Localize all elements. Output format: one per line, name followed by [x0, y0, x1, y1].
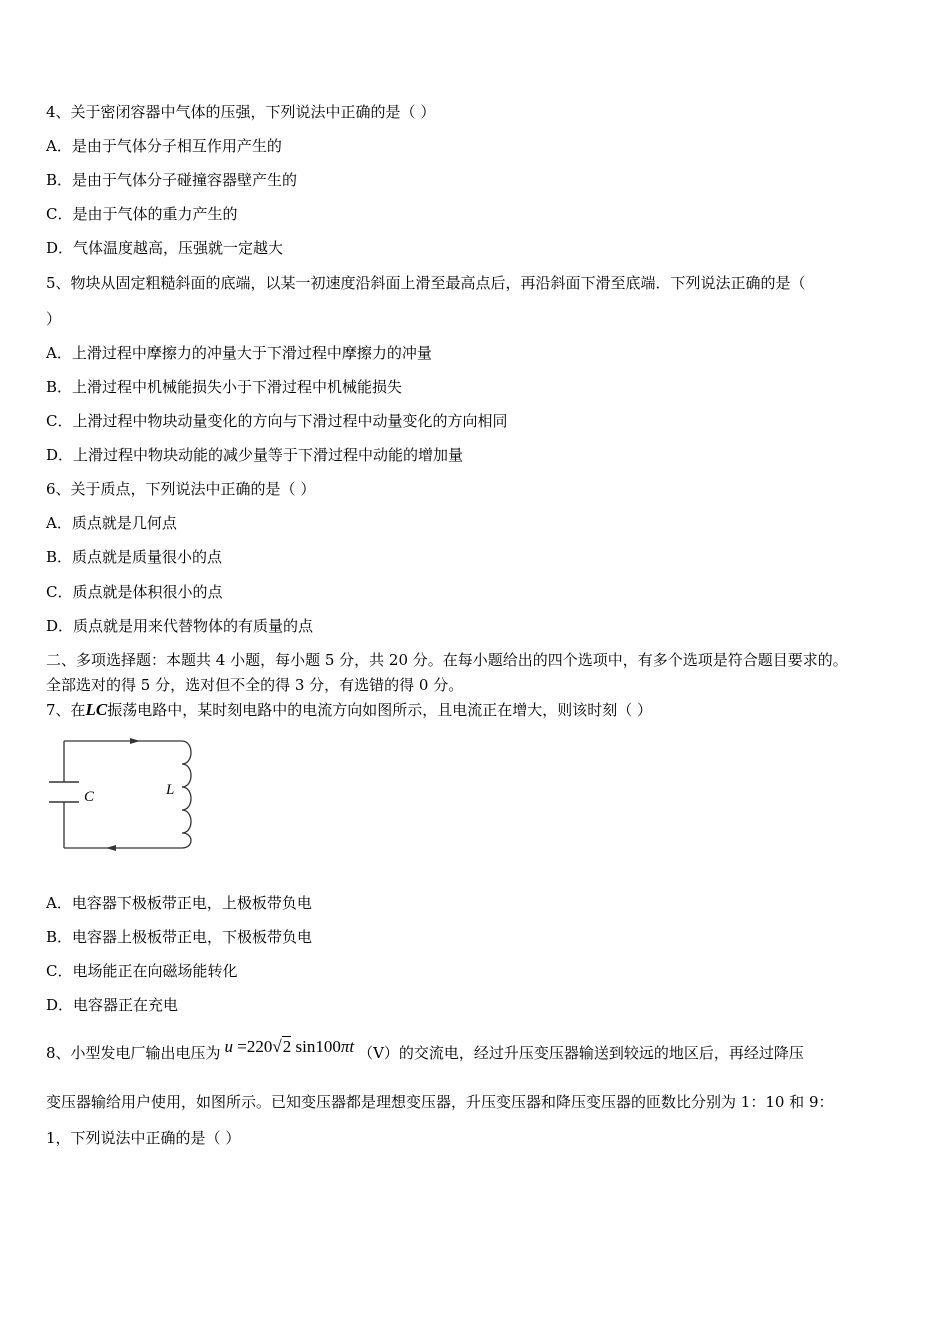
q8-stem-prefix: 8、小型发电厂输出电压为 — [46, 1044, 221, 1062]
formula-lhs: u — [224, 1037, 234, 1056]
q7-option-d: D．电容器正在充电 — [46, 996, 179, 1014]
q5-option-a: A．上滑过程中摩擦力的冲量大于下滑过程中摩擦力的冲量 — [46, 344, 432, 362]
q4-option-a: A．是由于气体分子相互作用产生的 — [46, 137, 282, 155]
q7-stem-lc: LC — [85, 700, 108, 719]
q8-stem-line1 — [46, 1037, 804, 1063]
inductor-label: L — [166, 782, 175, 798]
capacitor-label: C — [84, 789, 95, 805]
q7-stem-prefix: 7、在 — [46, 701, 86, 719]
q7-option-a: A．电容器下极板带正电，上极板带负电 — [46, 894, 312, 912]
section-2-line2: 全部选对的得 5 分，选对但不全的得 3 分，有选错的得 0 分。 — [46, 676, 464, 694]
q7-option-b: B．电容器上极板带正电，下极板带负电 — [46, 928, 313, 946]
q8-stem-line2: 变压器输给用户使用，如图所示。已知变压器都是理想变压器，升压变压器和降压变压器的匝数比分别为 1：10 和 9： — [46, 1093, 834, 1111]
section-2-line1: 二、多项选择题：本题共 4 小题，每小题 5 分，共 20 分。在每小题给出的四个选项中，有多个选项是符合题目要求的。 — [46, 651, 848, 669]
current-arrow-bottom — [106, 845, 116, 851]
q6-option-a: A．质点就是几何点 — [46, 514, 177, 532]
formula-root: 2 — [282, 1037, 292, 1056]
q5-stem-line2: ） — [46, 310, 62, 328]
q8-stem-line3: 1，下列说法中正确的是（ ） — [46, 1129, 241, 1147]
inductor-coil — [179, 741, 191, 848]
formula-eq: =220 — [237, 1037, 273, 1056]
current-arrow-top — [130, 738, 140, 744]
q6-option-d: D．质点就是用来代替物体的有质量的点 — [46, 617, 314, 635]
formula-func: sin100 — [295, 1037, 341, 1056]
q7-stem — [46, 700, 652, 720]
q6-stem: 6、关于质点，下列说法中正确的是（ ） — [46, 480, 316, 498]
q4-option-c: C．是由于气体的重力产生的 — [46, 205, 238, 223]
q5-option-b: B．上滑过程中机械能损失小于下滑过程中机械能损失 — [46, 378, 403, 396]
q6-option-c: C．质点就是体积很小的点 — [46, 583, 223, 601]
q7-option-c: C．电场能正在向磁场能转化 — [46, 962, 238, 980]
q4-option-b: B．是由于气体分子碰撞容器壁产生的 — [46, 171, 298, 189]
q5-option-c: C．上滑过程中物块动量变化的方向与下滑过程中动量变化的方向相同 — [46, 412, 508, 430]
q5-option-d: D．上滑过程中物块动能的减少量等于下滑过程中动能的增加量 — [46, 446, 464, 464]
q7-stem-suffix: 振荡电路中，某时刻电路中的电流方向如图所示，且电流正在增大，则该时刻（ ） — [107, 701, 653, 719]
lc-circuit-diagram — [44, 734, 204, 858]
q4-option-d: D．气体温度越高，压强就一定越大 — [46, 239, 284, 257]
q8-stem-suffix: （V）的交流电，经过升压变压器输送到较远的地区后，再经过降压 — [358, 1044, 804, 1062]
q5-stem-line1: 5、物块从固定粗糙斜面的底端，以某一初速度沿斜面上滑至最高点后，再沿斜面下滑至底端．下列说法正确的是（ — [46, 274, 806, 292]
formula-var: πt — [340, 1037, 355, 1056]
voltage-formula: u =220√2 sin100πt — [224, 1037, 355, 1056]
q4-stem: 4、关于密闭容器中气体的压强，下列说法中正确的是（ ） — [46, 103, 436, 121]
q6-option-b: B．质点就是质量很小的点 — [46, 548, 223, 566]
